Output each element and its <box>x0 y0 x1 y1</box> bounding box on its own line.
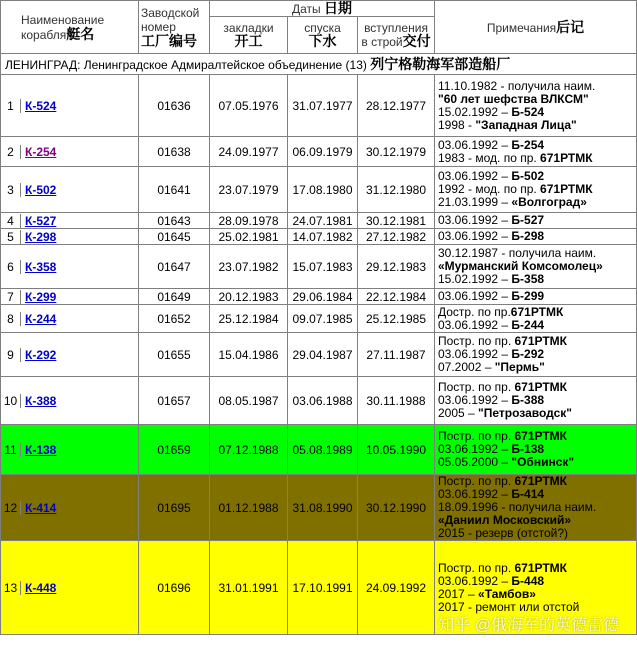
launch-date: 17.10.1991 <box>288 541 358 635</box>
row-number: 8 <box>1 312 21 326</box>
launch-date: 05.08.1989 <box>288 425 358 475</box>
table-row <box>1 305 637 333</box>
factory-number: 01649 <box>139 289 210 305</box>
factory-number: 01647 <box>139 245 210 289</box>
row-number: 9 <box>1 348 21 362</box>
ship-name-link[interactable]: К-138 <box>25 442 57 457</box>
note-line: 11.10.1982 - получила наим. <box>438 78 596 93</box>
header-ship-name: Наименование корабля艇名 <box>1 1 139 54</box>
row-number: 12 <box>1 501 21 515</box>
factory-number: 01659 <box>139 425 210 475</box>
row-number: 13 <box>1 581 21 595</box>
ship-name-link[interactable]: К-502 <box>25 182 57 197</box>
watermark: 知乎 @俄海军的英德雷德 <box>438 617 619 634</box>
note-line: 03.06.1992 – Б-298 <box>438 229 545 243</box>
commission-date: 29.12.1983 <box>358 245 435 289</box>
note-line: «Мурманский Комсомолец» <box>438 259 603 273</box>
table-row <box>1 377 637 425</box>
table-row <box>1 333 637 377</box>
commission-date: 28.12.1977 <box>358 75 435 137</box>
ship-cell <box>1 333 139 377</box>
row-number: 7 <box>1 290 21 304</box>
header-dates: Даты 日期 <box>210 1 435 17</box>
commission-date: 24.09.1992 <box>358 541 435 635</box>
notes-cell <box>435 475 637 541</box>
note-line: 03.06.1992 – Б-502 <box>438 169 545 183</box>
table-row <box>1 75 637 137</box>
notes-cell <box>435 289 637 305</box>
factory-number: 01696 <box>139 541 210 635</box>
laid-down-date: 15.04.1986 <box>210 333 288 377</box>
note-line: 03.06.1992 – Б-388 <box>438 393 545 407</box>
note-line: 03.06.1992 – Б-414 <box>438 487 545 501</box>
row-number: 2 <box>1 145 21 159</box>
notes-cell <box>435 75 637 137</box>
launch-date: 17.08.1980 <box>288 167 358 213</box>
note-line: 03.06.1992 – Б-244 <box>438 317 545 332</box>
factory-number: 01643 <box>139 213 210 229</box>
notes-cell <box>435 213 637 229</box>
note-line: 1983 - мод. по пр. 671РТМК <box>438 150 593 165</box>
notes-cell <box>435 167 637 213</box>
laid-down-date: 08.05.1987 <box>210 377 288 425</box>
note-line: Постр. по пр. 671РТМК <box>438 380 568 394</box>
ship-name-link[interactable]: К-244 <box>25 311 57 326</box>
row-number: 4 <box>1 214 21 228</box>
laid-down-date: 23.07.1979 <box>210 167 288 213</box>
commission-date: 30.12.1981 <box>358 213 435 229</box>
note-line: 2017 – «Тамбов» <box>438 586 536 601</box>
ship-name-link[interactable]: К-292 <box>25 347 57 362</box>
factory-number: 01636 <box>139 75 210 137</box>
commission-date: 10.05.1990 <box>358 425 435 475</box>
ship-cell <box>1 167 139 213</box>
note-line: 15.02.1992 – Б-524 <box>438 104 545 119</box>
note-line: Постр. по пр. 671РТМК <box>438 474 568 488</box>
ship-name-link[interactable]: К-524 <box>25 98 57 113</box>
ship-name-link[interactable]: К-388 <box>25 393 57 408</box>
ship-name-link[interactable]: К-527 <box>25 213 57 228</box>
table-row <box>1 213 637 229</box>
laid-down-date: 25.12.1984 <box>210 305 288 333</box>
ship-cell <box>1 229 139 245</box>
laid-down-date: 31.01.1991 <box>210 541 288 635</box>
commission-date: 27.12.1982 <box>358 229 435 245</box>
ship-cell <box>1 137 139 167</box>
factory-number: 01652 <box>139 305 210 333</box>
factory-number: 01655 <box>139 333 210 377</box>
laid-down-date: 24.09.1977 <box>210 137 288 167</box>
ship-name-link[interactable]: К-298 <box>25 229 57 244</box>
notes-cell <box>435 425 637 475</box>
launch-date: 06.09.1979 <box>288 137 358 167</box>
table-row <box>1 229 637 245</box>
note-line: "60 лет шефства ВЛКСМ" <box>438 91 589 106</box>
factory-number: 01657 <box>139 377 210 425</box>
header-launched: спуска 下水 <box>288 17 358 54</box>
ship-cell <box>1 475 139 541</box>
note-line: 1992 - мод. по пр. 671РТМК <box>438 182 593 196</box>
ship-cell <box>1 425 139 475</box>
ship-name-link[interactable]: К-299 <box>25 289 57 304</box>
ship-cell <box>1 377 139 425</box>
notes-cell <box>435 229 637 245</box>
ship-name-link[interactable]: К-448 <box>25 580 57 595</box>
note-line: 2015 - резерв (отстой?) <box>438 526 569 540</box>
note-line: 2005 – "Петрозаводск" <box>438 406 572 420</box>
factory-number: 01641 <box>139 167 210 213</box>
commission-date: 30.12.1990 <box>358 475 435 541</box>
row-number: 5 <box>1 230 21 244</box>
notes-cell <box>435 333 637 377</box>
table-row <box>1 137 637 167</box>
header-laid-down: закладки 开工 <box>210 17 288 54</box>
note-line: 05.05.2000 – "Обнинск" <box>438 455 575 469</box>
launch-date: 31.07.1977 <box>288 75 358 137</box>
note-line: «Даниил Московский» <box>438 513 572 527</box>
header-notes: Примечания后记 <box>435 1 637 54</box>
factory-number: 01645 <box>139 229 210 245</box>
factory-number: 01695 <box>139 475 210 541</box>
note-line: 15.02.1992 – Б-358 <box>438 272 545 286</box>
table-row <box>1 289 637 305</box>
note-line: 03.06.1992 – Б-527 <box>438 213 545 227</box>
ship-name-link[interactable]: К-414 <box>25 500 57 515</box>
row-number: 3 <box>1 183 21 197</box>
note-line: 03.06.1992 – Б-254 <box>438 137 545 152</box>
note-line: 07.2002 – "Пермь" <box>438 360 545 374</box>
launch-date: 15.07.1983 <box>288 245 358 289</box>
note-line: 21.03.1999 – «Волгоград» <box>438 195 587 209</box>
note-line: Постр. по пр. 671РТМК <box>438 429 568 443</box>
notes-cell <box>435 305 637 333</box>
commission-date: 31.12.1980 <box>358 167 435 213</box>
note-line: 03.06.1992 – Б-299 <box>438 289 545 303</box>
commission-date: 30.12.1979 <box>358 137 435 167</box>
laid-down-date: 07.12.1988 <box>210 425 288 475</box>
table-body <box>1 75 637 635</box>
ship-name-link[interactable]: К-358 <box>25 259 57 274</box>
ship-cell <box>1 541 139 635</box>
launch-date: 24.07.1981 <box>288 213 358 229</box>
row-number: 6 <box>1 260 21 274</box>
laid-down-date: 20.12.1983 <box>210 289 288 305</box>
launch-date: 29.06.1984 <box>288 289 358 305</box>
section-shipyard: ЛЕНИНГРАД: Ленинградское Адмиралтейское объединение (13) 列宁格勒海军部造船厂 <box>1 54 637 75</box>
launch-date: 14.07.1982 <box>288 229 358 245</box>
note-line: 03.06.1992 – Б-292 <box>438 347 545 361</box>
note-line: Достр. по пр.671РТМК <box>438 304 564 319</box>
note-line: 30.12.1987 - получила наим. <box>438 246 597 260</box>
note-line: Постр. по пр. 671РТМК <box>438 334 568 348</box>
launch-date: 29.04.1987 <box>288 333 358 377</box>
launch-date: 09.07.1985 <box>288 305 358 333</box>
table-row <box>1 475 637 541</box>
ship-cell <box>1 245 139 289</box>
note-line: 18.09.1996 - получила наим. <box>438 500 597 514</box>
notes-cell <box>435 377 637 425</box>
notes-cell <box>435 245 637 289</box>
commission-date: 30.11.1988 <box>358 377 435 425</box>
note-line: 1998 - "Западная Лица" <box>438 117 577 132</box>
commission-date: 27.11.1987 <box>358 333 435 377</box>
ship-cell <box>1 289 139 305</box>
ship-cell <box>1 305 139 333</box>
notes-cell <box>435 137 637 167</box>
ship-cell <box>1 213 139 229</box>
row-number: 10 <box>1 394 21 408</box>
launch-date: 03.06.1988 <box>288 377 358 425</box>
laid-down-date: 07.05.1976 <box>210 75 288 137</box>
note-line: 03.06.1992 – Б-138 <box>438 442 545 456</box>
row-number: 11 <box>1 443 21 457</box>
ship-cell <box>1 75 139 137</box>
note-line: 2017 - ремонт или отстой <box>438 599 580 614</box>
header-commissioned: вступления в строй交付 <box>358 17 435 54</box>
note-line: Постр. по пр. 671РТМК <box>438 560 568 575</box>
commission-date: 25.12.1985 <box>358 305 435 333</box>
table-row <box>1 167 637 213</box>
row-number: 1 <box>1 99 21 113</box>
ship-name-link[interactable]: К-254 <box>25 144 57 159</box>
note-line: 03.06.1992 – Б-448 <box>438 573 545 588</box>
header-factory-number: Заводской номер 工厂编号 <box>139 1 210 54</box>
laid-down-date: 28.09.1978 <box>210 213 288 229</box>
laid-down-date: 23.07.1982 <box>210 245 288 289</box>
commission-date: 22.12.1984 <box>358 289 435 305</box>
laid-down-date: 01.12.1988 <box>210 475 288 541</box>
laid-down-date: 25.02.1981 <box>210 229 288 245</box>
table-row <box>1 425 637 475</box>
table-row <box>1 245 637 289</box>
factory-number: 01638 <box>139 137 210 167</box>
launch-date: 31.08.1990 <box>288 475 358 541</box>
